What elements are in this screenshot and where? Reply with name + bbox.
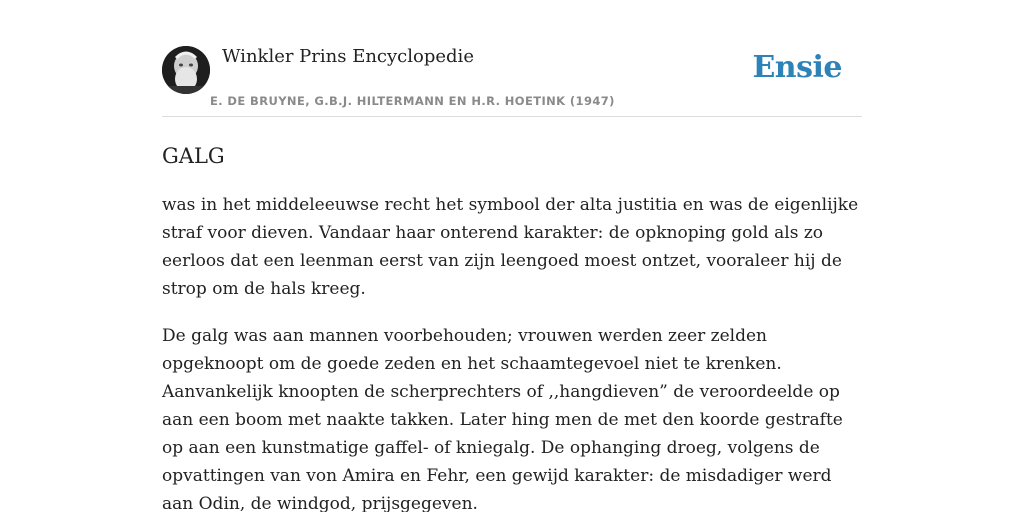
author-avatar bbox=[162, 46, 210, 94]
article-paragraph: was in het middeleeuwse recht het symbool der alta justitia en was de eigenlijke straf voor dieven. Vandaar haar onterend karakter: de opknoping gold als zo eerloos dat een leenman eerst van zijn leengoed moest ontzet, vooraleer hij de strop om de hals kreeg. bbox=[162, 195, 859, 299]
header bbox=[162, 0, 862, 117]
page bbox=[162, 0, 862, 512]
ensie-logo-link[interactable]: Ensie bbox=[752, 50, 842, 85]
article-paragraph: De galg was aan mannen voorbehouden; vrouwen werden zeer zelden opgeknoopt om de goede zeden en het schaamtegevoel niet te krenken. Aanvankelijk knoopten de scherprechters of ,,hangdieven” de veroordeelde op aan een boom met naakte takken. Later hing men de met den koorde gestrafte op aan een kunstmatige gaffel- of kniegalg. De ophanging droeg, volgens de opvattingen van von Amira en Fehr, een gewijd karakter: de misdadiger werd aan Odin, de windgod, prijsgegeven. bbox=[162, 326, 843, 512]
authors-line: E. DE BRUYNE, G.B.J. HILTERMANN EN H.R. HOETINK (1947) bbox=[210, 94, 615, 108]
publication-title[interactable]: Winkler Prins Encyclopedie bbox=[222, 46, 474, 67]
portrait-icon bbox=[162, 46, 210, 94]
article-title: GALG bbox=[162, 144, 225, 168]
